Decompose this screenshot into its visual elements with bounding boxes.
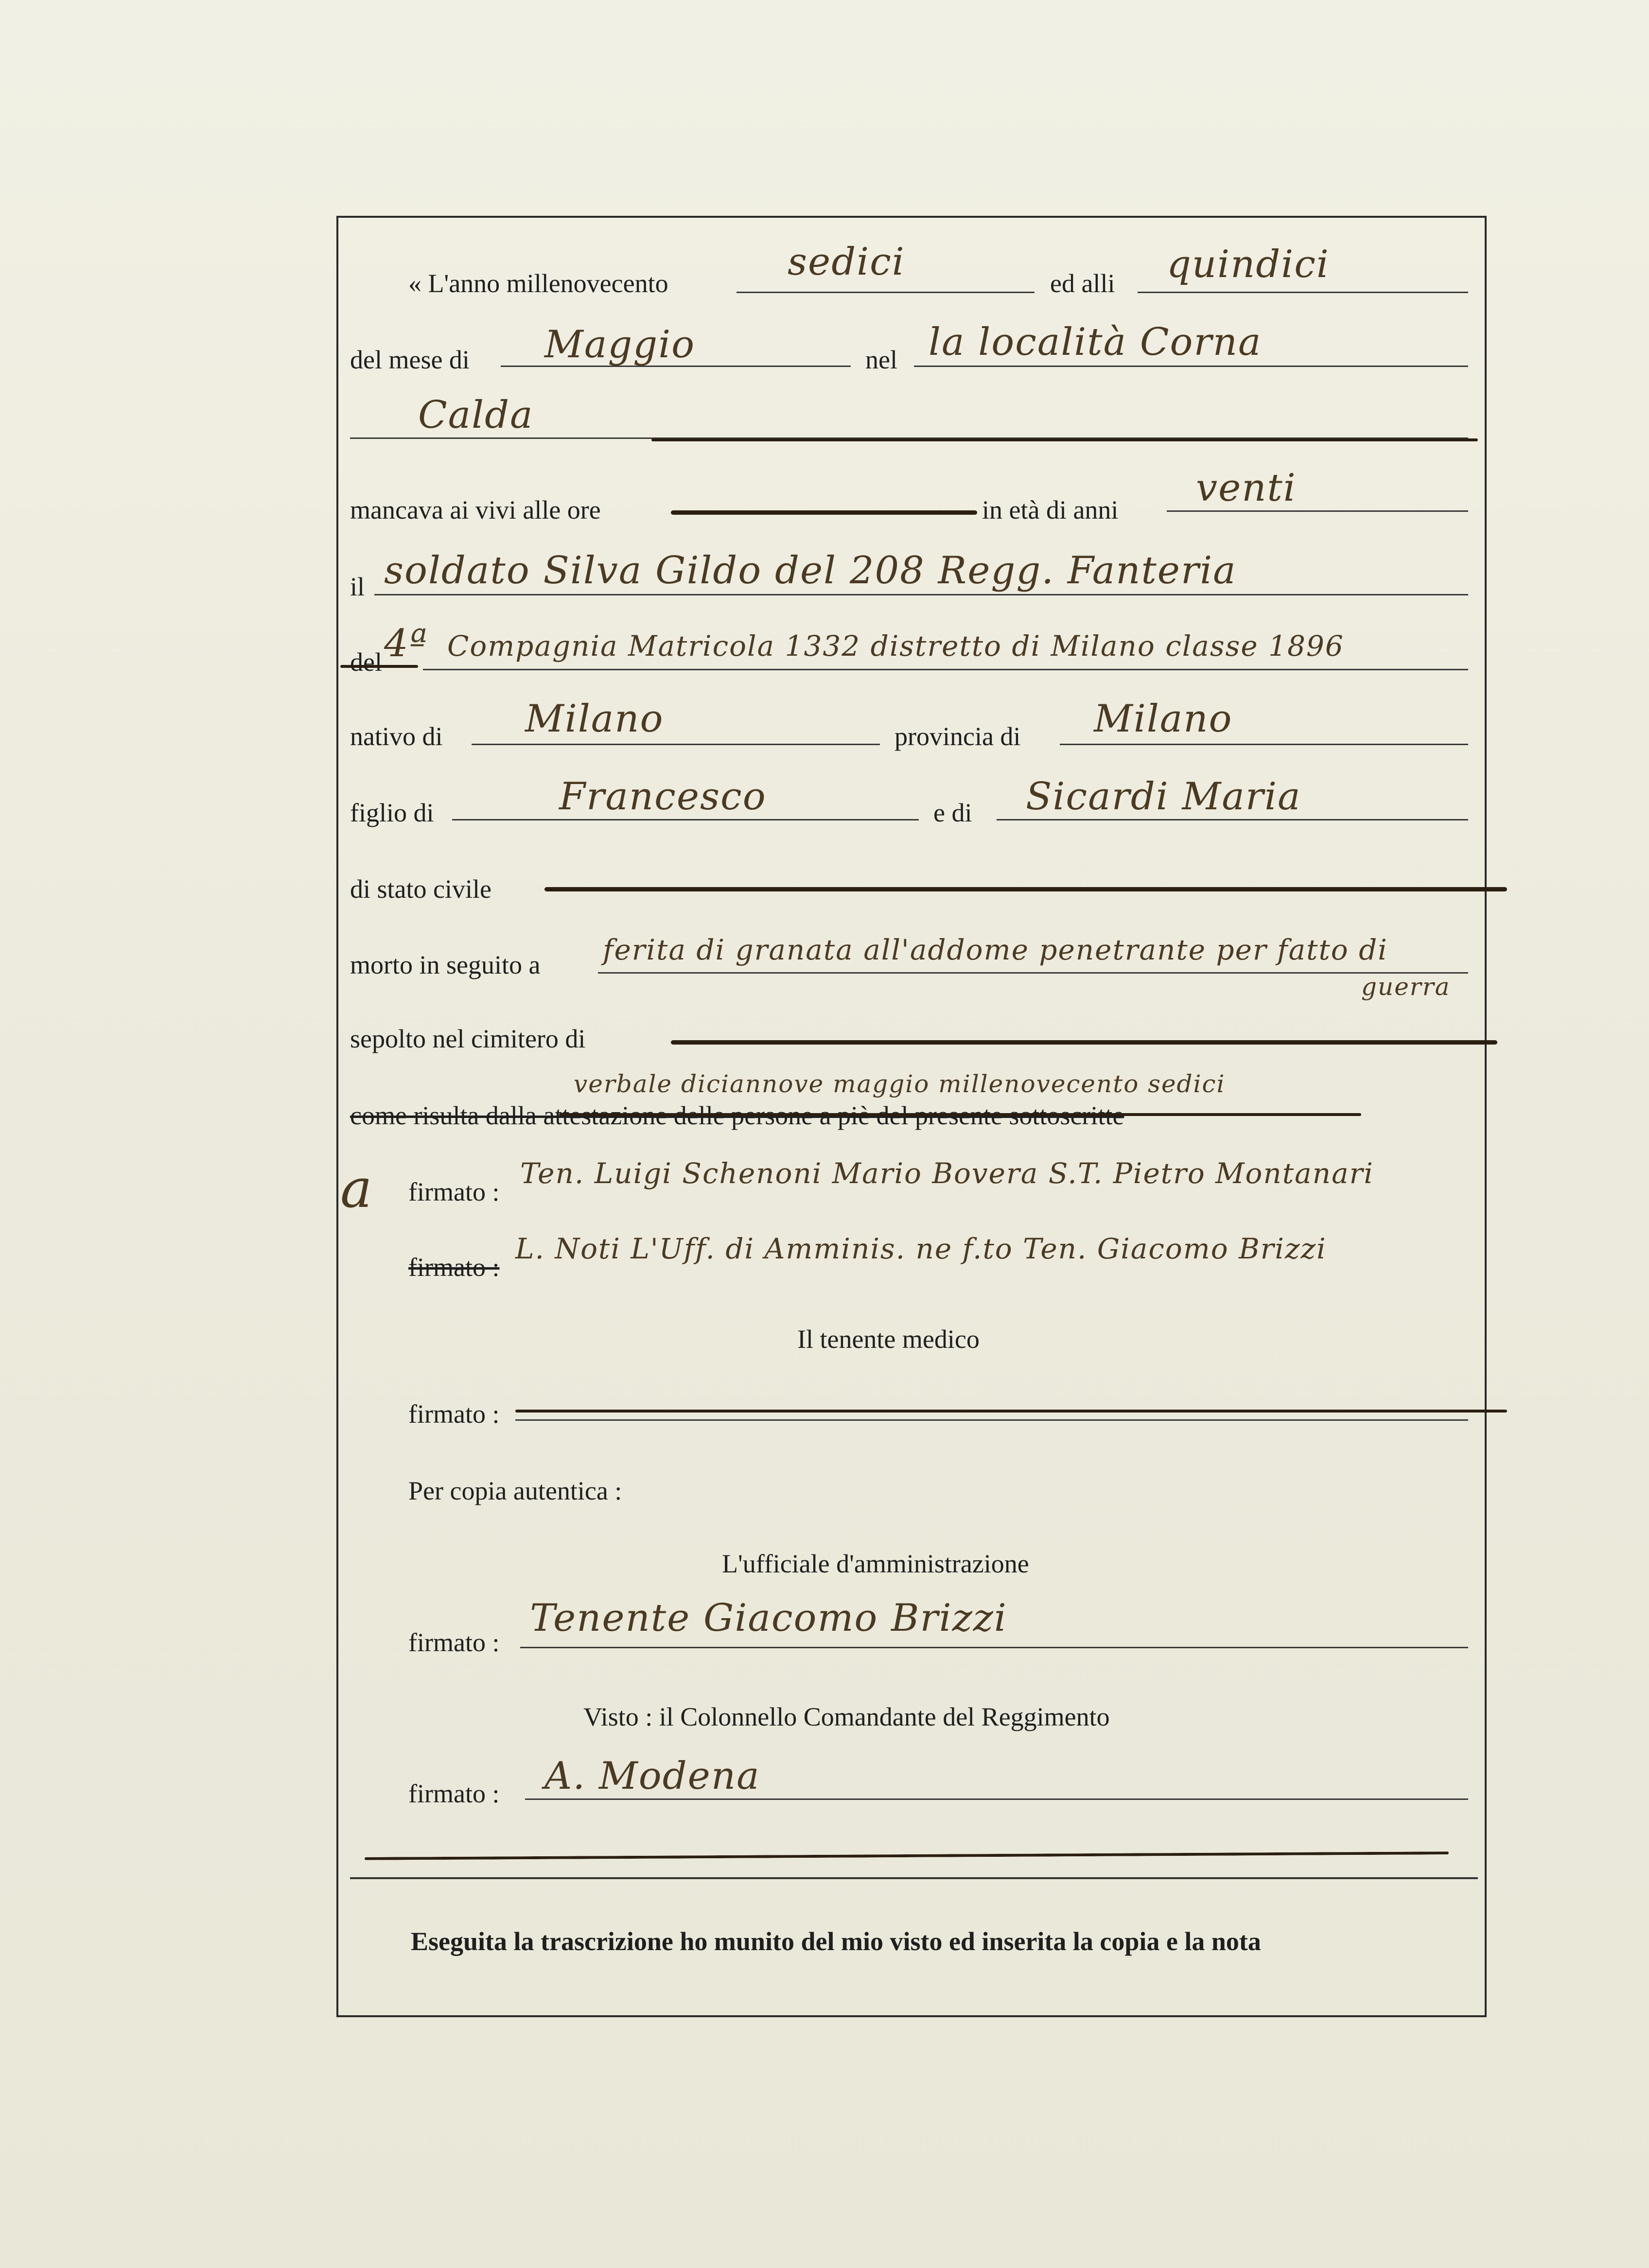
mese-label: del mese di xyxy=(350,345,470,374)
nativo-field-line xyxy=(472,744,880,745)
nativo-label: nativo di xyxy=(350,722,443,751)
risulta-label: come risulta dalla attestazione delle persone a piè del presente sottoscritte xyxy=(350,1101,1124,1130)
firmato1-label: firmato : xyxy=(408,1177,500,1206)
tenente-label: Il tenente medico xyxy=(797,1325,980,1354)
eseguita-label: Eseguita la trascrizione ho munito del mio visto ed inserita la copia e la nota xyxy=(411,1927,1261,1956)
provincia-field-line xyxy=(1060,744,1468,745)
provincia-value: Milano xyxy=(1094,697,1233,741)
copia-label: Per copia autentica : xyxy=(408,1476,622,1505)
del-label: del xyxy=(350,647,382,677)
ufficiale-signature: Tenente Giacomo Brizzi xyxy=(530,1596,1007,1640)
padre-field-line xyxy=(452,819,919,820)
verbale-value: verbale diciannove maggio millenovecento sedici xyxy=(574,1070,1226,1098)
anno-value: sedici xyxy=(788,240,905,284)
eta-field-line xyxy=(1167,510,1468,512)
compagnia-prefix: 4ª xyxy=(384,622,428,665)
anno-field-line xyxy=(737,292,1035,293)
firmato3-strike xyxy=(515,1410,1507,1413)
madre-value: Sicardi Maria xyxy=(1026,775,1301,819)
nel-label: nel xyxy=(865,345,897,374)
causa-field-line xyxy=(598,972,1468,974)
sepolto-label: sepolto nel cimitero di xyxy=(350,1024,586,1053)
figlio-label: figlio di xyxy=(350,798,434,827)
firmato2-value: L. Noti L'Uff. di Amminis. ne f.to Ten. Giacomo Brizzi xyxy=(515,1232,1327,1265)
firmato2-label: firmato : xyxy=(408,1253,500,1282)
giorno-field-line xyxy=(1138,292,1468,293)
ufficiale-label: L'ufficiale d'amministrazione xyxy=(722,1549,1029,1578)
nativo-value: Milano xyxy=(525,697,664,741)
firmato3-field-line xyxy=(515,1419,1468,1421)
margin-mark: a xyxy=(340,1157,373,1220)
stato-strike xyxy=(544,887,1507,891)
compagnia-field-line xyxy=(423,669,1468,670)
mese-value: Maggio xyxy=(544,323,696,366)
firmato4-field-line xyxy=(520,1647,1468,1648)
visto-label: Visto : il Colonnello Comandante del Reggimento xyxy=(583,1702,1110,1731)
giorno-value: quindici xyxy=(1167,243,1330,286)
ore-strike xyxy=(671,510,977,515)
eta-label: in età di anni xyxy=(982,495,1119,524)
firmato4-label: firmato : xyxy=(408,1628,500,1657)
colonnello-signature: A. Modena xyxy=(544,1754,760,1798)
localita-value-2: Calda xyxy=(418,393,534,437)
soldato-value: soldato Silva Gildo del 208 Regg. Fanteria xyxy=(384,549,1237,593)
causa-value-2: guerra xyxy=(1361,973,1451,1001)
sepolto-strike xyxy=(671,1040,1497,1045)
il-label: il xyxy=(350,572,365,601)
firmato3-label: firmato : xyxy=(408,1399,500,1429)
soldato-field-line xyxy=(374,594,1468,595)
stato-label: di stato civile xyxy=(350,874,491,904)
morto-label: morto in seguito a xyxy=(350,950,541,979)
alli-label: ed alli xyxy=(1050,269,1115,298)
localita-field-line xyxy=(914,366,1468,367)
padre-value: Francesco xyxy=(559,775,767,819)
causa-value: ferita di granata all'addome penetrante per fatto di xyxy=(603,933,1388,966)
section-divider xyxy=(350,1877,1478,1879)
firmato5-label: firmato : xyxy=(408,1779,500,1808)
provincia-label: provincia di xyxy=(895,722,1021,751)
madre-field-line xyxy=(997,819,1468,820)
eta-value: venti xyxy=(1196,466,1297,510)
edi-label: e di xyxy=(933,798,972,827)
risulta-strike xyxy=(559,1113,1361,1116)
strike-line xyxy=(651,438,1478,441)
anno-label: « L'anno millenovecento xyxy=(408,269,668,298)
compagnia-value: Compagnia Matricola 1332 distretto di Milano classe 1896 xyxy=(447,629,1344,663)
firmato5-field-line xyxy=(525,1798,1468,1800)
firmato1-value: Ten. Luigi Schenoni Mario Bovera S.T. Pietro Montanari xyxy=(520,1157,1374,1190)
localita-value: la località Corna xyxy=(929,320,1262,364)
mancava-label: mancava ai vivi alle ore xyxy=(350,495,601,524)
